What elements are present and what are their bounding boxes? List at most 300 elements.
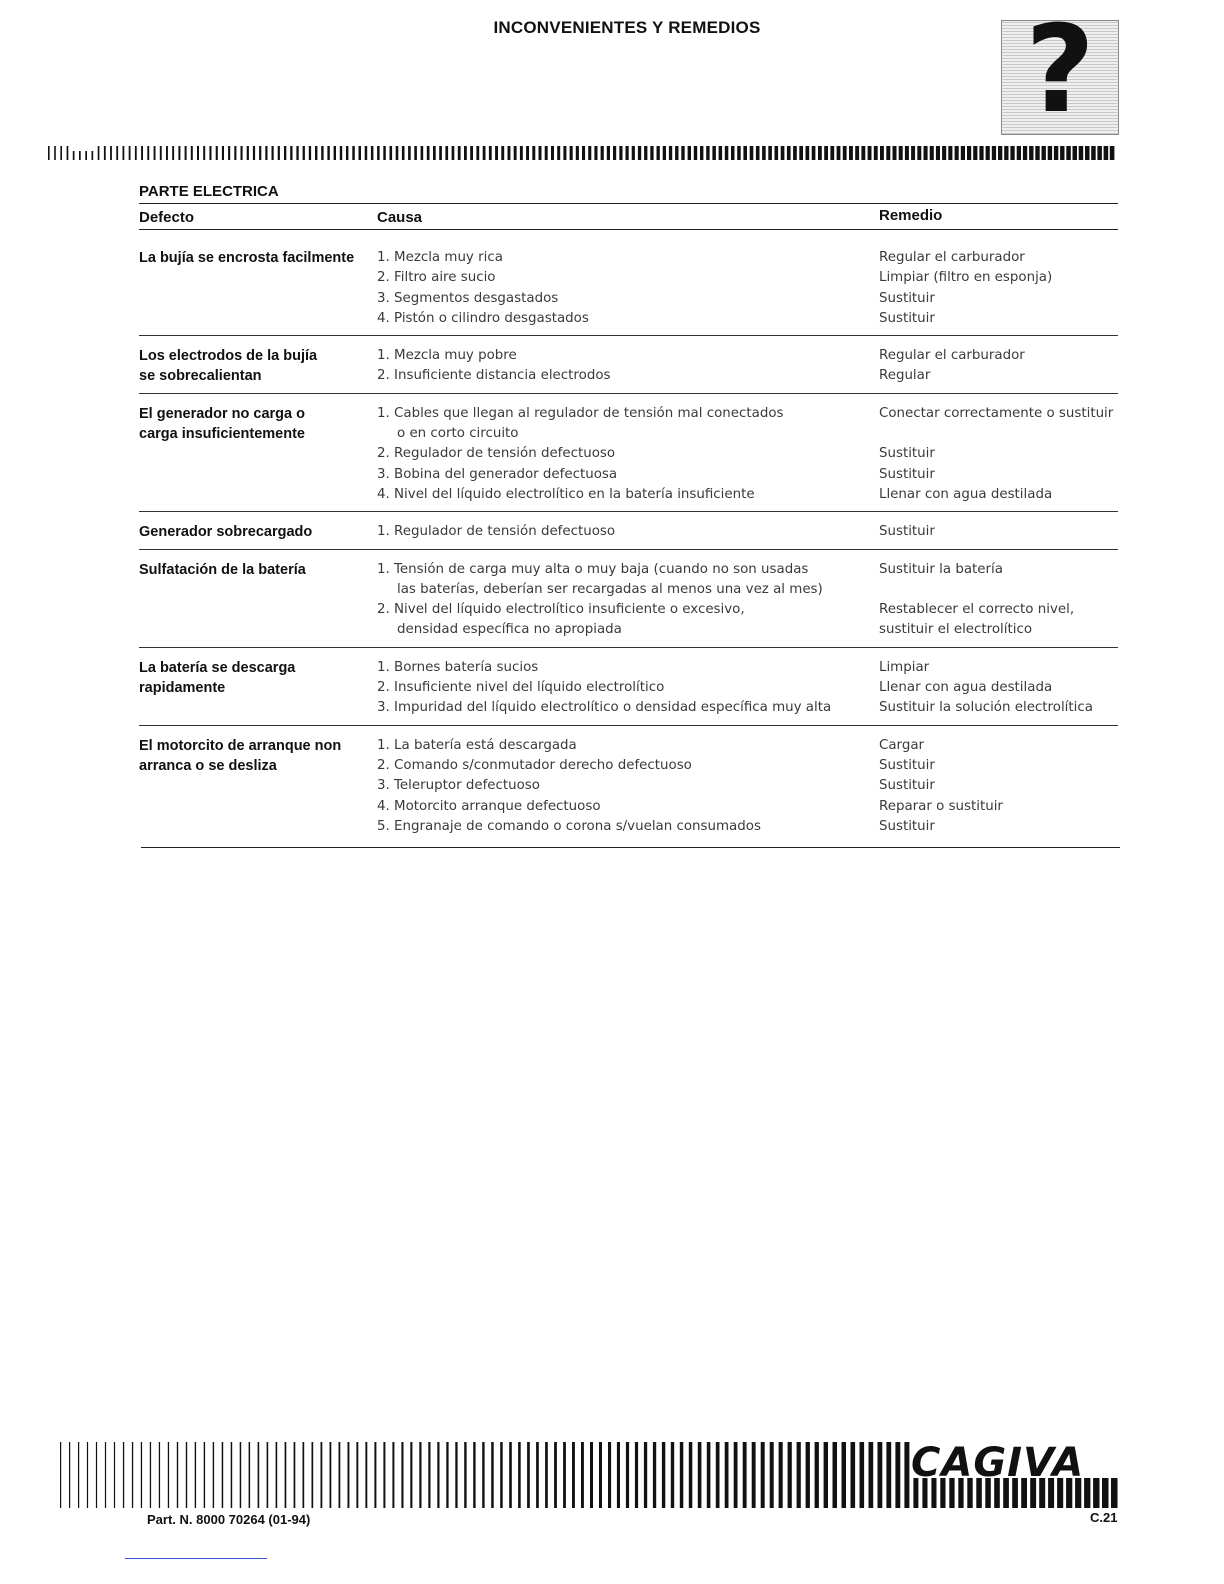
bar-segment	[414, 146, 417, 160]
bar-segment	[204, 1442, 205, 1508]
bar-segment	[681, 146, 684, 160]
bar-segment	[96, 1442, 97, 1508]
bar-segment	[489, 146, 492, 160]
bar-segment	[594, 146, 597, 160]
bar-segment	[259, 146, 261, 160]
remedy-line: Limpiar (filtro en esponja)	[879, 270, 1053, 286]
defect-line: arranca o se desliza	[139, 757, 277, 774]
cause-line: 1. La batería está descargada	[377, 737, 577, 753]
bar-segment	[410, 1442, 412, 1508]
defect-cell	[139, 512, 377, 549]
bar-segment	[770, 1442, 774, 1508]
defect-line: Generador sobrecargado	[139, 524, 313, 541]
bar-segment	[1079, 146, 1084, 160]
bar-segment	[168, 1442, 169, 1508]
bar-segment	[195, 1442, 196, 1508]
bar-segment	[936, 146, 940, 160]
bar-segment	[294, 1442, 296, 1508]
bar-segment	[334, 146, 336, 160]
cause-line: 1. Mezcla muy rica	[377, 250, 503, 265]
bar-segment	[626, 146, 629, 160]
bar-segment	[203, 146, 205, 160]
bar-segment	[470, 146, 473, 160]
bar-segment	[85, 151, 87, 160]
bar-segment	[719, 146, 723, 160]
cause-line: 1. Mezcla muy pobre	[377, 348, 517, 364]
remedy-line	[879, 424, 1118, 444]
bar-segment	[374, 1442, 376, 1508]
bar-segment	[694, 146, 697, 160]
bar-segment	[750, 146, 754, 160]
bar-segment	[842, 1442, 847, 1508]
bar-segment	[762, 146, 766, 160]
bar-segment	[886, 146, 890, 160]
cause-line: 2. Nivel del líquido electrolítico insuficiente o excesivo,	[377, 602, 745, 618]
bar-segment	[781, 146, 785, 160]
bar-segment	[285, 1442, 287, 1508]
remedy-cell	[879, 647, 1118, 725]
bar-segment	[216, 146, 218, 160]
bar-segment	[868, 146, 872, 160]
bar-segment	[437, 1442, 439, 1508]
bar-segment	[545, 146, 548, 160]
bar-segment	[588, 146, 591, 160]
cause-line: 3. Segmentos desgastados	[377, 290, 559, 306]
bar-segment	[1093, 1478, 1099, 1508]
bar-segment	[581, 1442, 584, 1508]
remedy-line: Sustituir	[879, 778, 935, 794]
bar-segment	[878, 1442, 883, 1508]
bar-segment	[860, 1442, 865, 1508]
defect-line: rapidamente	[139, 680, 226, 697]
remedy-line: Reparar o sustituir	[879, 798, 1003, 814]
bar-segment	[73, 151, 75, 160]
bar-segment	[644, 146, 647, 160]
bar-segment	[617, 1442, 620, 1508]
bar-segment	[797, 1442, 801, 1508]
bar-segment	[590, 1442, 593, 1508]
bar-segment	[554, 1442, 557, 1508]
header-rule	[139, 229, 1118, 230]
remedy-line: sustituir el electrolítico	[879, 622, 1033, 638]
cause-cell	[377, 244, 879, 336]
bar-segment	[228, 146, 230, 160]
bar-segment	[267, 1442, 269, 1508]
bar-segment	[619, 146, 622, 160]
bar-segment	[123, 146, 125, 160]
bar-segment	[150, 1442, 151, 1508]
bar-segment	[638, 146, 641, 160]
bar-segment	[1102, 1478, 1109, 1508]
part-number: Part. N. 8000 70264 (01-94)	[147, 1512, 311, 1527]
table-row	[139, 549, 1118, 647]
bar-segment	[166, 146, 168, 160]
bar-segment	[1023, 146, 1027, 160]
bar-segment	[650, 146, 653, 160]
cause-line: 2. Insuficiente distancia electrodos	[377, 368, 611, 384]
bar-segment	[662, 1442, 665, 1508]
bar-segment	[231, 1442, 233, 1508]
cause-line: 3. Impuridad del líquido electrolítico o densidad específica muy alta	[377, 700, 832, 716]
bar-segment	[626, 1442, 629, 1508]
bar-segment	[737, 146, 741, 160]
bar-segment	[942, 146, 946, 160]
bar-segment	[793, 146, 797, 160]
remedy-line: Conectar correctamente o sustituir	[879, 405, 1114, 421]
remedy-line: Regular el carburador	[879, 250, 1025, 265]
bar-segment	[1091, 146, 1096, 160]
bar-segment	[433, 146, 436, 160]
bar-segment	[321, 1442, 323, 1508]
bar-segment	[613, 146, 616, 160]
bar-segment	[365, 1442, 367, 1508]
remedy-cell	[879, 549, 1118, 647]
bar-segment	[967, 146, 971, 160]
bar-segment	[327, 146, 329, 160]
bar-segment	[644, 1442, 647, 1508]
bar-segment	[123, 1442, 124, 1508]
bar-segment	[309, 146, 311, 160]
defect-line: El motorcito de arranque non	[139, 737, 342, 754]
cause-line: 4. Pistón o cilindro desgastados	[377, 310, 589, 326]
bar-segment	[861, 146, 865, 160]
bar-segment	[806, 1442, 810, 1508]
bar-segment	[961, 146, 965, 160]
bar-segment	[234, 146, 236, 160]
bar-segment	[1110, 146, 1115, 160]
cause-line: 1. Regulador de tensión defectuoso	[377, 524, 616, 540]
bar-segment	[911, 146, 915, 160]
bar-segment	[253, 146, 255, 160]
remedy-line: Sustituir la solución electrolítica	[879, 700, 1093, 716]
bar-segment	[1004, 146, 1008, 160]
bar-segment	[1060, 146, 1064, 160]
bar-segment	[464, 146, 467, 160]
bar-segment	[992, 146, 996, 160]
bar-segment	[756, 146, 760, 160]
remedy-line: Llenar con agua destilada	[879, 680, 1053, 696]
bar-segment	[955, 146, 959, 160]
bar-segment	[1066, 146, 1071, 160]
remedy-line: Sustituir	[879, 466, 935, 482]
bar-segment	[79, 151, 81, 160]
bar-segment	[197, 146, 199, 160]
bar-segment	[551, 146, 554, 160]
section-title: PARTE ELECTRICA	[139, 183, 279, 200]
bar-segment	[707, 1442, 711, 1508]
bar-segment	[698, 1442, 702, 1508]
bar-segment	[930, 146, 934, 160]
bar-segment	[455, 1442, 457, 1508]
bar-segment	[904, 1442, 909, 1508]
bar-segment	[752, 1442, 756, 1508]
bar-segment	[191, 146, 193, 160]
bar-segment	[365, 146, 368, 160]
bar-segment	[48, 146, 50, 160]
bar-segment	[265, 146, 267, 160]
bar-segment	[706, 146, 709, 160]
remedy-line: Regular	[879, 368, 931, 384]
question-mark-glyph: ?	[1025, 1, 1095, 140]
bar-segment	[185, 146, 187, 160]
bar-segment	[812, 146, 816, 160]
cause-line: las baterías, deberían ser recargadas al menos una vez al mes)	[397, 581, 823, 597]
bar-segment	[402, 146, 405, 160]
remedy-cell	[879, 725, 1118, 843]
bar-segment	[284, 146, 286, 160]
bar-segment	[806, 146, 810, 160]
cause-line: 1. Bornes batería sucios	[377, 659, 539, 675]
bar-segment	[986, 146, 990, 160]
bar-segment	[371, 146, 374, 160]
bar-segment	[539, 146, 542, 160]
bar-segment	[159, 1442, 160, 1508]
bar-segment	[154, 146, 156, 160]
bar-segment	[833, 1442, 838, 1508]
bar-segment	[1104, 146, 1109, 160]
cause-line: 4. Motorcito arranque defectuoso	[377, 798, 601, 814]
bar-segment	[377, 146, 380, 160]
bar-segment	[1042, 146, 1046, 160]
column-header-defect: Defecto	[139, 209, 195, 226]
bar-segment	[312, 1442, 314, 1508]
bar-segment	[290, 146, 292, 160]
table-row	[139, 393, 1118, 511]
bar-segment	[1084, 1478, 1090, 1508]
bar-segment	[743, 146, 747, 160]
bar-segment	[632, 146, 635, 160]
bar-segment	[114, 1442, 115, 1508]
bar-segment	[716, 1442, 720, 1508]
bar-segment	[272, 146, 274, 160]
bar-segment	[1017, 146, 1021, 160]
bar-segment	[500, 1442, 503, 1508]
cause-line: 4. Nivel del líquido electrolítico en la batería insuficiente	[377, 486, 755, 502]
bar-segment	[837, 146, 841, 160]
remedy-line: Sustituir la batería	[879, 561, 1003, 577]
bar-segment	[675, 146, 678, 160]
bar-segment	[653, 1442, 656, 1508]
remedy-cell	[879, 512, 1118, 549]
bar-segment	[439, 146, 442, 160]
column-header-cause: Causa	[377, 209, 423, 226]
bar-segment	[607, 146, 610, 160]
defect-line: Los electrodos de la bujía	[139, 348, 318, 365]
bar-segment	[296, 146, 298, 160]
bar-segment	[501, 146, 504, 160]
bar-segment	[973, 146, 977, 160]
bar-segment	[635, 1442, 638, 1508]
cause-line: 5. Engranaje de comando o corona s/vuelan consumados	[377, 818, 761, 834]
bar-segment	[895, 1442, 900, 1508]
bar-segment	[520, 146, 523, 160]
bar-segment	[278, 146, 280, 160]
bar-segment	[843, 146, 847, 160]
table-row	[139, 336, 1118, 394]
table-row	[139, 512, 1118, 549]
bar-segment	[356, 1442, 358, 1508]
bar-segment	[669, 146, 672, 160]
bar-segment	[419, 1442, 421, 1508]
bar-segment	[116, 146, 118, 160]
cause-line: 2. Regulador de tensión defectuoso	[377, 446, 616, 462]
bar-segment	[899, 146, 903, 160]
bar-segment	[905, 146, 909, 160]
bar-segment	[428, 1442, 430, 1508]
bar-segment	[98, 146, 100, 160]
bar-segment	[526, 146, 529, 160]
bar-segment	[818, 146, 822, 160]
remedy-line: Regular el carburador	[879, 348, 1025, 364]
bar-segment	[495, 146, 498, 160]
bar-segment	[855, 146, 859, 160]
bar-segment	[799, 146, 803, 160]
bar-segment	[787, 146, 791, 160]
cause-line: 1. Cables que llegan al regulador de tensión mal conectados	[377, 405, 784, 421]
remedy-line: Sustituir	[879, 524, 935, 540]
bar-segment	[346, 146, 348, 160]
footer-link-underline	[125, 1558, 267, 1559]
table-row	[139, 244, 1118, 336]
bar-segment	[348, 1442, 350, 1508]
bar-segment	[240, 1442, 242, 1508]
bar-segment	[731, 146, 735, 160]
bar-segment	[241, 146, 243, 160]
bar-segment	[315, 146, 317, 160]
bar-segment	[141, 146, 143, 160]
bar-segment	[734, 1442, 738, 1508]
bar-segment	[576, 146, 579, 160]
bar-segment	[815, 1442, 819, 1508]
bar-segment	[213, 1442, 214, 1508]
bar-segment	[132, 1442, 133, 1508]
cause-cell	[377, 549, 879, 647]
troubleshooting-table	[139, 244, 1118, 843]
cause-line: o en corto circuito	[397, 426, 519, 442]
cause-cell	[377, 647, 879, 725]
bar-segment	[608, 1442, 611, 1508]
bar-segment	[105, 1442, 106, 1508]
bar-segment	[725, 1442, 729, 1508]
remedy-line: Limpiar	[879, 659, 930, 675]
remedy-line: Sustituir	[879, 446, 935, 462]
remedy-line: Cargar	[879, 737, 925, 753]
bar-segment	[330, 1442, 332, 1508]
bar-segment	[514, 146, 517, 160]
page-number: C.21	[1090, 1510, 1118, 1525]
bar-segment	[874, 146, 878, 160]
bar-segment	[570, 146, 573, 160]
bar-segment	[352, 146, 355, 160]
bar-segment	[886, 1442, 891, 1508]
table-row	[139, 647, 1118, 725]
bar-segment	[830, 146, 834, 160]
bar-segment	[141, 1442, 142, 1508]
bar-segment	[303, 146, 305, 160]
bar-segment	[209, 146, 211, 160]
bar-segment	[880, 146, 884, 160]
bar-segment	[851, 1442, 856, 1508]
bar-segment	[671, 1442, 674, 1508]
bar-segment	[222, 146, 224, 160]
remedy-cell	[879, 393, 1118, 511]
remedy-line	[879, 580, 1118, 600]
bar-segment	[1111, 1478, 1118, 1508]
cause-cell	[377, 336, 879, 394]
bar-segment	[761, 1442, 765, 1508]
bar-segment	[998, 146, 1002, 160]
cause-line: 2. Insuficiente nivel del líquido electrolítico	[377, 680, 665, 696]
bar-segment	[222, 1442, 224, 1508]
bar-segment	[563, 1442, 566, 1508]
bar-segment	[303, 1442, 305, 1508]
bar-segment	[572, 1442, 575, 1508]
bar-segment	[924, 146, 928, 160]
bar-segment	[1054, 146, 1058, 160]
cause-line: 2. Filtro aire sucio	[377, 270, 496, 286]
bar-segment	[557, 146, 560, 160]
bar-segment	[917, 146, 921, 160]
defect-cell	[139, 647, 377, 725]
defect-cell	[139, 725, 377, 843]
bar-segment	[383, 146, 386, 160]
bar-segment	[545, 1442, 548, 1508]
bar-segment	[464, 1442, 466, 1508]
bar-segment	[392, 1442, 394, 1508]
bar-segment	[104, 146, 106, 160]
bar-segment	[483, 146, 486, 160]
cause-cell	[377, 393, 879, 511]
bar-segment	[824, 1442, 828, 1508]
bar-segment	[788, 1442, 792, 1508]
bar-segment	[87, 1442, 88, 1508]
cause-cell	[377, 512, 879, 549]
remedy-line: Sustituir	[879, 818, 935, 834]
bar-segment	[1073, 146, 1078, 160]
bar-segment	[383, 1442, 385, 1508]
bar-segment	[680, 1442, 684, 1508]
bar-segment	[476, 146, 479, 160]
bar-segment	[779, 1442, 783, 1508]
bar-segment	[491, 1442, 494, 1508]
bar-segment	[1097, 146, 1102, 160]
remedy-line: Restablecer el correcto nivel,	[879, 602, 1075, 618]
bar-segment	[601, 146, 604, 160]
bar-segment	[92, 151, 94, 160]
bar-segment	[869, 1442, 874, 1508]
section-rule	[139, 203, 1118, 204]
bar-segment	[775, 146, 779, 160]
bar-segment	[473, 1442, 475, 1508]
bar-segment	[508, 146, 511, 160]
bar-segment	[689, 1442, 693, 1508]
bar-segment	[743, 1442, 747, 1508]
bar-segment	[67, 146, 69, 160]
defect-line: La batería se descarga	[139, 659, 296, 676]
remedy-line: Sustituir	[879, 290, 935, 306]
bar-segment	[948, 146, 952, 160]
cause-line: densidad específica no apropiada	[397, 622, 622, 638]
bar-segment	[446, 1442, 448, 1508]
bar-segment	[527, 1442, 530, 1508]
table-row	[139, 725, 1118, 843]
brand-logo: CAGIVA	[911, 1440, 1085, 1486]
defect-line: El generador no carga o	[139, 405, 305, 422]
bar-segment	[249, 1442, 251, 1508]
bar-segment	[893, 146, 897, 160]
bar-segment	[177, 1442, 178, 1508]
bar-segment	[725, 146, 729, 160]
